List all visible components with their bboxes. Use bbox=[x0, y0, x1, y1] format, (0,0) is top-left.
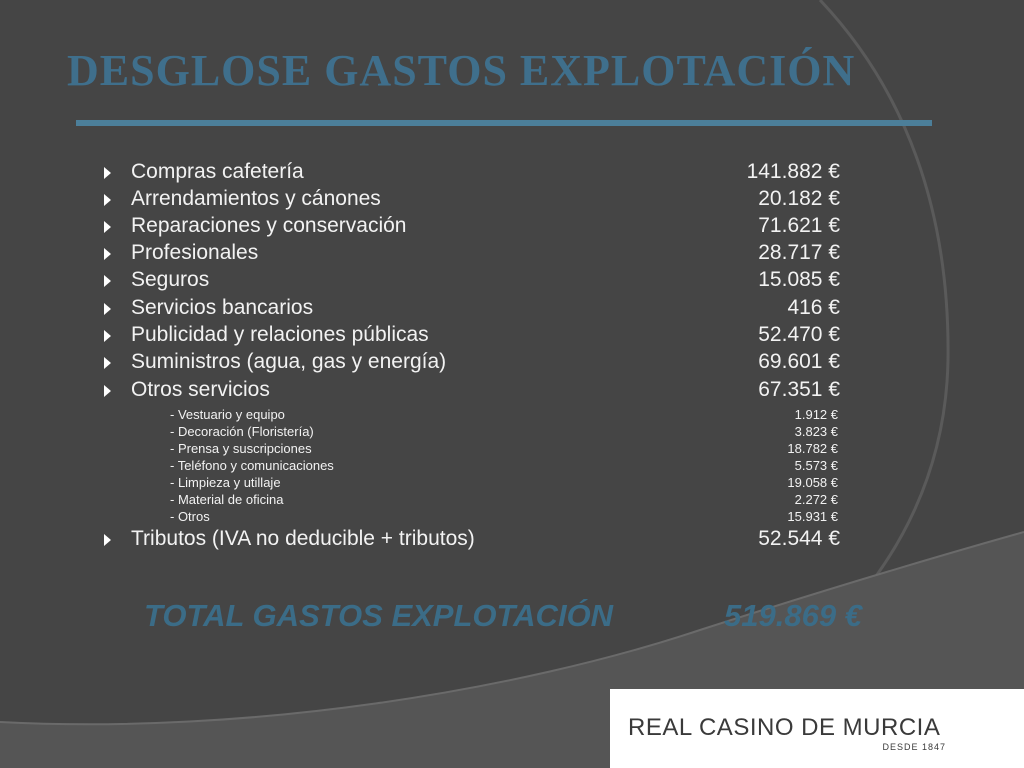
subitem-label: - Otros bbox=[170, 509, 210, 524]
subitem-amount: 1.912 € bbox=[794, 407, 838, 422]
bullet-arrow-icon bbox=[104, 275, 111, 287]
bullet-arrow-icon bbox=[104, 385, 111, 397]
subitem-label: - Decoración (Floristería) bbox=[170, 424, 314, 439]
item-label: Servicios bancarios bbox=[131, 296, 314, 319]
item-amount: 20.182 € bbox=[758, 187, 840, 210]
item-amount: 28.717 € bbox=[758, 241, 840, 264]
list-item-tributos bbox=[104, 527, 840, 555]
subitem-amount: 18.782 € bbox=[787, 441, 838, 456]
page-title: DESGLOSE GASTOS EXPLOTACIÓN bbox=[67, 46, 856, 95]
logo bbox=[610, 689, 1024, 768]
item-amount: 69.601 € bbox=[758, 350, 840, 373]
subitem-amount: 19.058 € bbox=[787, 475, 838, 490]
item-amount: 71.621 € bbox=[758, 214, 840, 237]
list-item-profesionales bbox=[104, 241, 840, 269]
list-item-suministros bbox=[104, 350, 840, 378]
item-label: Tributos (IVA no deducible + tributos) bbox=[131, 527, 475, 550]
list-item-otros-servicios bbox=[104, 378, 840, 406]
item-amount: 52.544 € bbox=[758, 527, 840, 550]
subitem-amount: 2.272 € bbox=[794, 492, 838, 507]
list-item-reparaciones bbox=[104, 214, 840, 242]
total-label: TOTAL GASTOS EXPLOTACIÓN bbox=[144, 598, 614, 633]
item-amount: 416 € bbox=[787, 296, 840, 319]
subitem-label: - Material de oficina bbox=[170, 492, 284, 507]
subitem-decoracion bbox=[170, 424, 838, 441]
title-divider bbox=[76, 120, 932, 126]
subitem-label: - Vestuario y equipo bbox=[170, 407, 285, 422]
subitem-otros bbox=[170, 509, 838, 526]
item-label: Profesionales bbox=[131, 241, 259, 264]
item-label: Suministros (agua, gas y energía) bbox=[131, 350, 447, 373]
item-label: Otros servicios bbox=[131, 378, 270, 401]
bullet-arrow-icon bbox=[104, 330, 111, 342]
list-item-publicidad bbox=[104, 323, 840, 351]
bullet-arrow-icon bbox=[104, 221, 111, 233]
item-label: Arrendamientos y cánones bbox=[131, 187, 381, 210]
subitem-label: - Limpieza y utillaje bbox=[170, 475, 281, 490]
subitem-label: - Teléfono y comunicaciones bbox=[170, 458, 334, 473]
total-value: 519.869 € bbox=[724, 598, 862, 633]
subitem-amount: 3.823 € bbox=[794, 424, 838, 439]
subitem-vestuario bbox=[170, 407, 838, 424]
item-label: Compras cafetería bbox=[131, 160, 304, 183]
item-label: Publicidad y relaciones públicas bbox=[131, 323, 429, 346]
subitem-prensa bbox=[170, 441, 838, 458]
subitem-label: - Prensa y suscripciones bbox=[170, 441, 312, 456]
subitem-limpieza bbox=[170, 475, 838, 492]
bullet-arrow-icon bbox=[104, 194, 111, 206]
subitem-amount: 5.573 € bbox=[794, 458, 838, 473]
bullet-arrow-icon bbox=[104, 248, 111, 260]
item-label: Seguros bbox=[131, 268, 210, 291]
item-amount: 15.085 € bbox=[758, 268, 840, 291]
list-item-arrendamientos bbox=[104, 187, 840, 215]
bullet-arrow-icon bbox=[104, 303, 111, 315]
list-item-seguros bbox=[104, 268, 840, 296]
list-item-servicios-bancarios bbox=[104, 296, 840, 324]
item-label: Reparaciones y conservación bbox=[131, 214, 407, 237]
logo-name: REAL CASINO DE MURCIA bbox=[628, 714, 941, 741]
item-amount: 52.470 € bbox=[758, 323, 840, 346]
bullet-arrow-icon bbox=[104, 534, 111, 546]
subitem-material bbox=[170, 492, 838, 509]
list-item-compras bbox=[104, 160, 840, 188]
item-amount: 141.882 € bbox=[746, 160, 840, 183]
subitem-amount: 15.931 € bbox=[787, 509, 838, 524]
logo-subtitle: DESDE 1847 bbox=[882, 742, 946, 752]
item-amount: 67.351 € bbox=[758, 378, 840, 401]
bullet-arrow-icon bbox=[104, 167, 111, 179]
subitem-telefono bbox=[170, 458, 838, 475]
bullet-arrow-icon bbox=[104, 357, 111, 369]
